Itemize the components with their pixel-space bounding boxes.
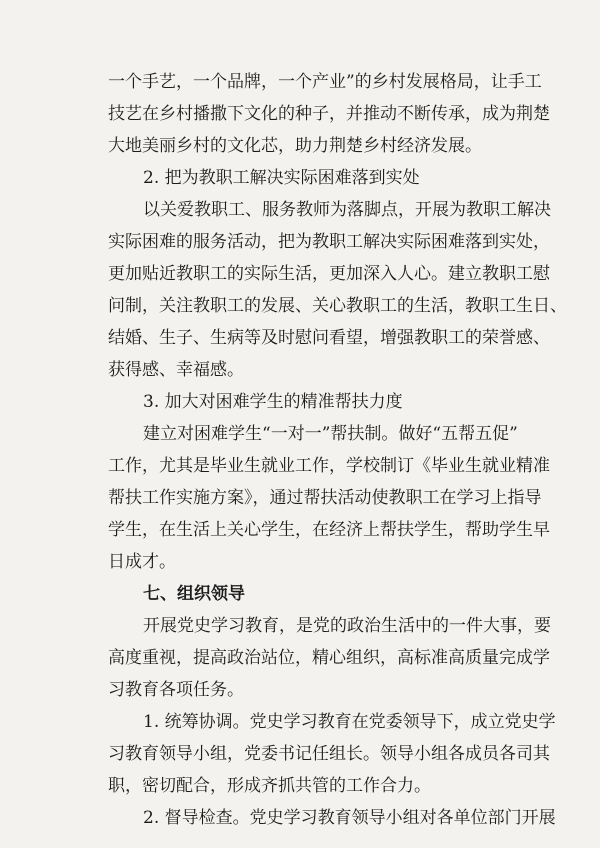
text-line: 获得感、幸福感。 <box>108 360 244 380</box>
text-line: 建立对困难学生“一对一”帮扶制。做好“五帮五促” <box>143 424 518 444</box>
text-line: 日成才。 <box>108 552 176 572</box>
text-line: 学生，在生活上关心学生，在经济上帮扶学生，帮助学生早 <box>108 520 550 540</box>
section-heading: 2. 把为教职工解决实际困难落到实处 <box>143 168 420 188</box>
text-line: 1. 统筹协调。党史学习教育在党委领导下，成立党史学 <box>143 712 556 732</box>
text-line: 大地美丽乡村的文化芯，助力荆楚乡村经济发展。 <box>108 136 482 156</box>
text-line: 技艺在乡村播撒下文化的种子，并推动不断传承，成为荆楚 <box>108 104 550 124</box>
text-line: 习教育各项任务。 <box>108 680 244 700</box>
text-line: 实际困难的服务活动，把为教职工解决实际困难落到实处， <box>108 232 550 252</box>
chapter-heading: 七、组织领导 <box>143 584 245 604</box>
text-line: 职，密切配合，形成齐抓共管的工作合力。 <box>108 776 431 796</box>
text-line: 工作，尤其是毕业生就业工作，学校制订《毕业生就业精准 <box>108 456 550 476</box>
text-line: 结婚、生子、生病等及时慰问看望，增强教职工的荣誉感、 <box>108 328 550 348</box>
text-line: 帮扶工作实施方案》，通过帮扶活动使教职工在学习上指导 <box>108 488 542 508</box>
text-line: 习教育领导小组，党委书记任组长。领导小组各成员各司其 <box>108 744 550 764</box>
text-line: 2. 督导检查。党史学习教育领导小组对各单位部门开展 <box>143 808 556 828</box>
text-line: 一个手艺，一个品牌，一个产业”的乡村发展格局，让手工 <box>108 72 542 92</box>
text-line: 开展党史学习教育，是党的政治生活中的一件大事，要 <box>143 616 551 636</box>
section-heading: 3. 加大对困难学生的精准帮扶力度 <box>143 392 403 412</box>
text-line: 更加贴近教职工的实际生活，更加深入人心。建立教职工慰 <box>108 264 550 284</box>
text-line: 以关爱教职工、服务教师为落脚点，开展为教职工解决 <box>143 200 551 220</box>
text-line: 问制，关注教职工的发展、关心教职工的生活，教职工生日、 <box>108 296 567 316</box>
text-line: 高度重视，提高政治站位，精心组织，高标准高质量完成学 <box>108 648 550 668</box>
